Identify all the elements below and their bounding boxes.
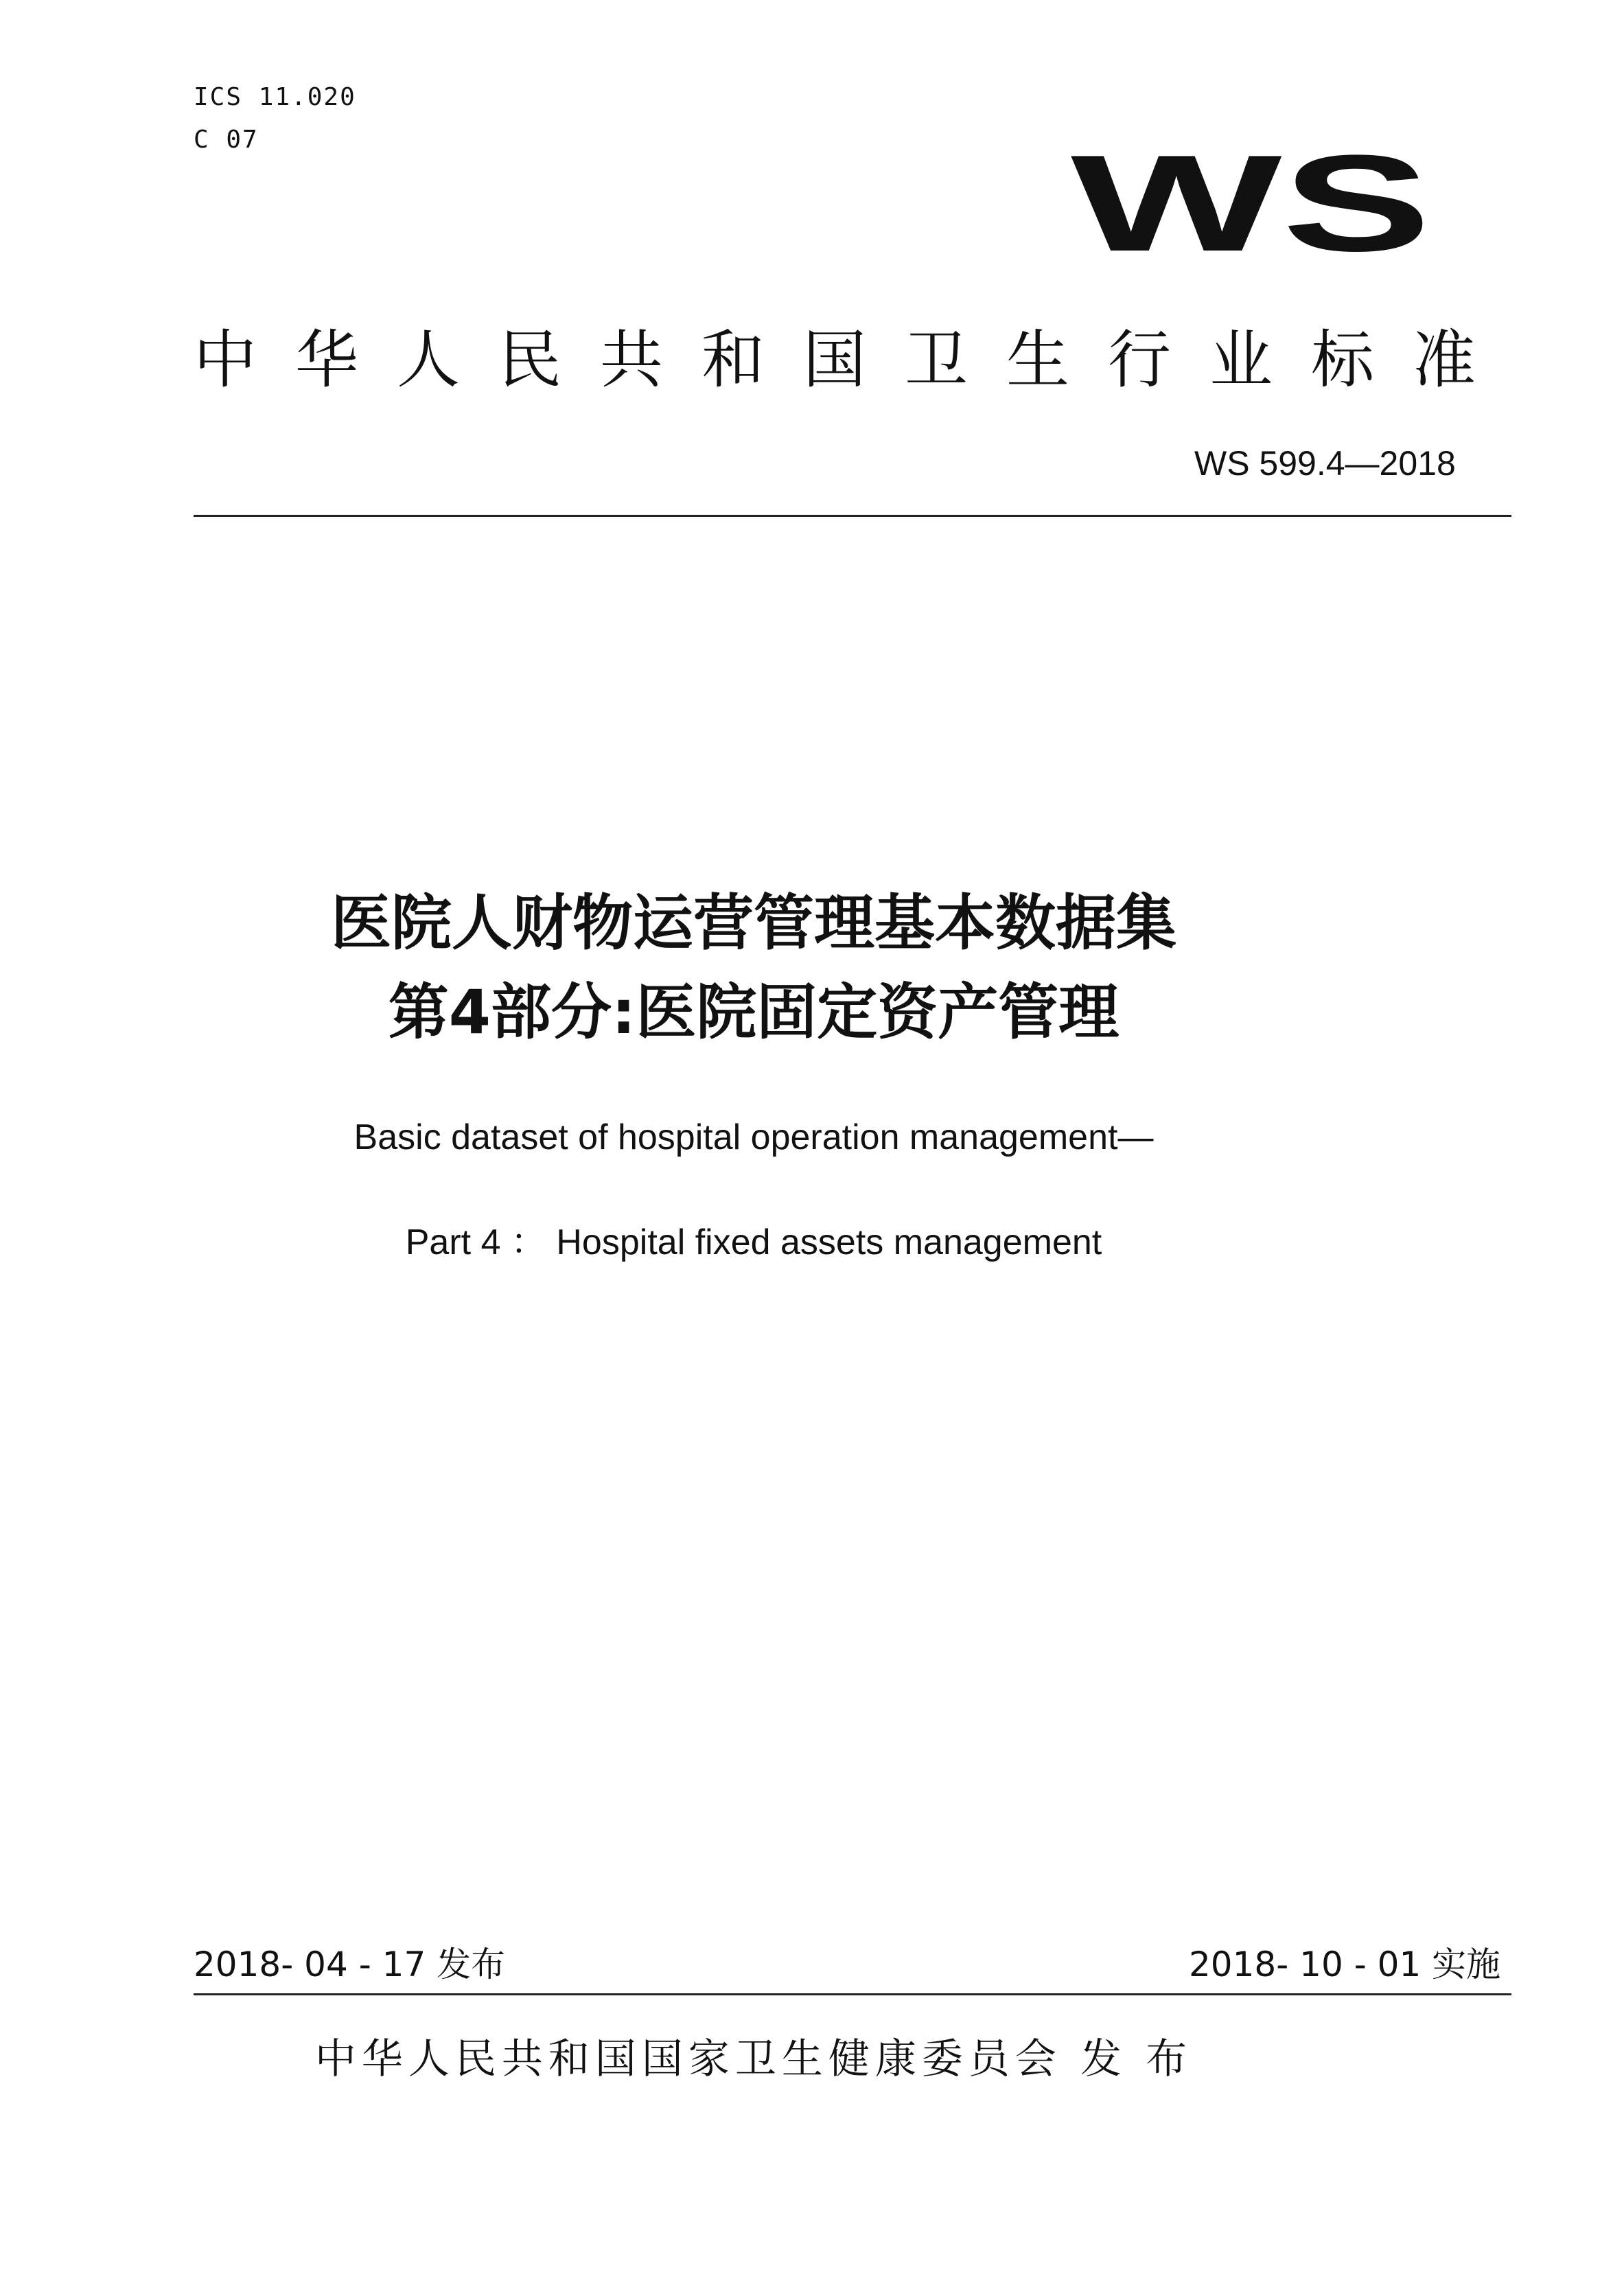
issue-date: 2018- 04 - 17 发布 xyxy=(194,1945,506,1984)
ws-logo xyxy=(1071,141,1441,278)
issuing-authority: 中华人民共和国国家卫生健康委员会 发 布 xyxy=(314,2035,1193,2083)
ws-logo-text: WS xyxy=(1071,141,1431,278)
header-divider xyxy=(194,515,1511,517)
title-zh-line1: 医院人财物运营管理基本数据集 xyxy=(330,888,1176,958)
footer-divider xyxy=(194,1993,1511,1995)
ccs-code: C 07 xyxy=(194,126,259,154)
title-en-line1: Basic dataset of hospital operation management— xyxy=(353,1117,1154,1157)
title-zh-line2: 第4部分:医院固定资产管理 xyxy=(388,977,1120,1047)
title-en-line2: Part 4 ： Hospital fixed assets management xyxy=(405,1222,1102,1262)
standard-type: 中华人民共和国卫生行业标准 xyxy=(194,323,1515,397)
implementation-date: 2018- 10 - 01 实施 xyxy=(1189,1945,1501,1984)
standard-number: WS 599.4—2018 xyxy=(1194,444,1456,483)
ics-code: ICS 11.020 xyxy=(194,83,356,111)
